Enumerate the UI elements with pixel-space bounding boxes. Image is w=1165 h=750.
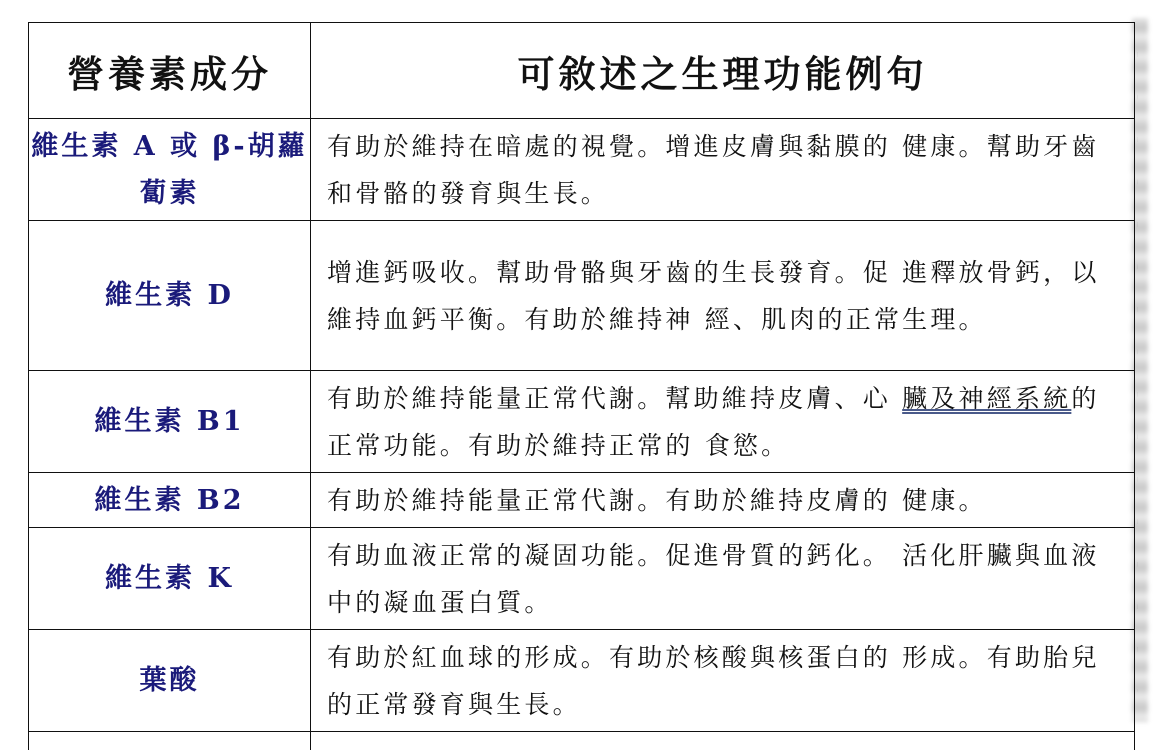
function-text: 有助於維持在暗處的視覺。增進皮膚與黏膜的 健康。幫助牙齒和骨骼的發育與生長。: [311, 119, 1135, 221]
header-nutrient: 營養素成分: [29, 23, 311, 119]
table-row: [29, 371, 1135, 473]
nutrient-name: 葉酸: [29, 630, 311, 732]
table-row-empty: [29, 732, 1135, 750]
empty-cell: [311, 732, 1135, 750]
function-text: 增進鈣吸收。幫助骨骼與牙齒的生長發育。促 進釋放骨鈣，以維持血鈣平衡。有助於維持神 經、肌肉的正常生理。: [311, 221, 1135, 371]
table-row: [29, 630, 1135, 732]
table-row: [29, 473, 1135, 528]
underlined-phrase: 臟及神經系統: [902, 384, 1071, 413]
nutrient-function-table: [28, 22, 1135, 750]
nutrient-name: 維生素 B2: [29, 473, 311, 528]
nutrient-name: 維生素 D: [29, 221, 311, 371]
header-function: 可敘述之生理功能例句: [311, 23, 1135, 119]
function-text: 有助於紅血球的形成。有助於核酸與核蛋白的 形成。有助胎兒的正常發育與生長。: [311, 630, 1135, 732]
nutrient-name: 維生素 K: [29, 528, 311, 630]
table-row: [29, 119, 1135, 221]
function-text-before: 有助於維持能量正常代謝。幫助維持皮膚、心: [327, 384, 902, 413]
table-row: [29, 221, 1135, 371]
function-text: [311, 371, 1135, 473]
table-row: [29, 528, 1135, 630]
empty-cell: [29, 732, 311, 750]
nutrient-name: 維生素 A 或 β-胡蘿蔔素: [29, 119, 311, 221]
function-text: 有助於維持能量正常代謝。有助於維持皮膚的 健康。: [311, 473, 1135, 528]
nutrient-name: 維生素 B1: [29, 371, 311, 473]
function-text: 有助血液正常的凝固功能。促進骨質的鈣化。 活化肝臟與血液中的凝血蛋白質。: [311, 528, 1135, 630]
table-header-row: [29, 23, 1135, 119]
function-text-after: 的正常功能。有助於維持正常的 食慾。: [327, 384, 1100, 460]
